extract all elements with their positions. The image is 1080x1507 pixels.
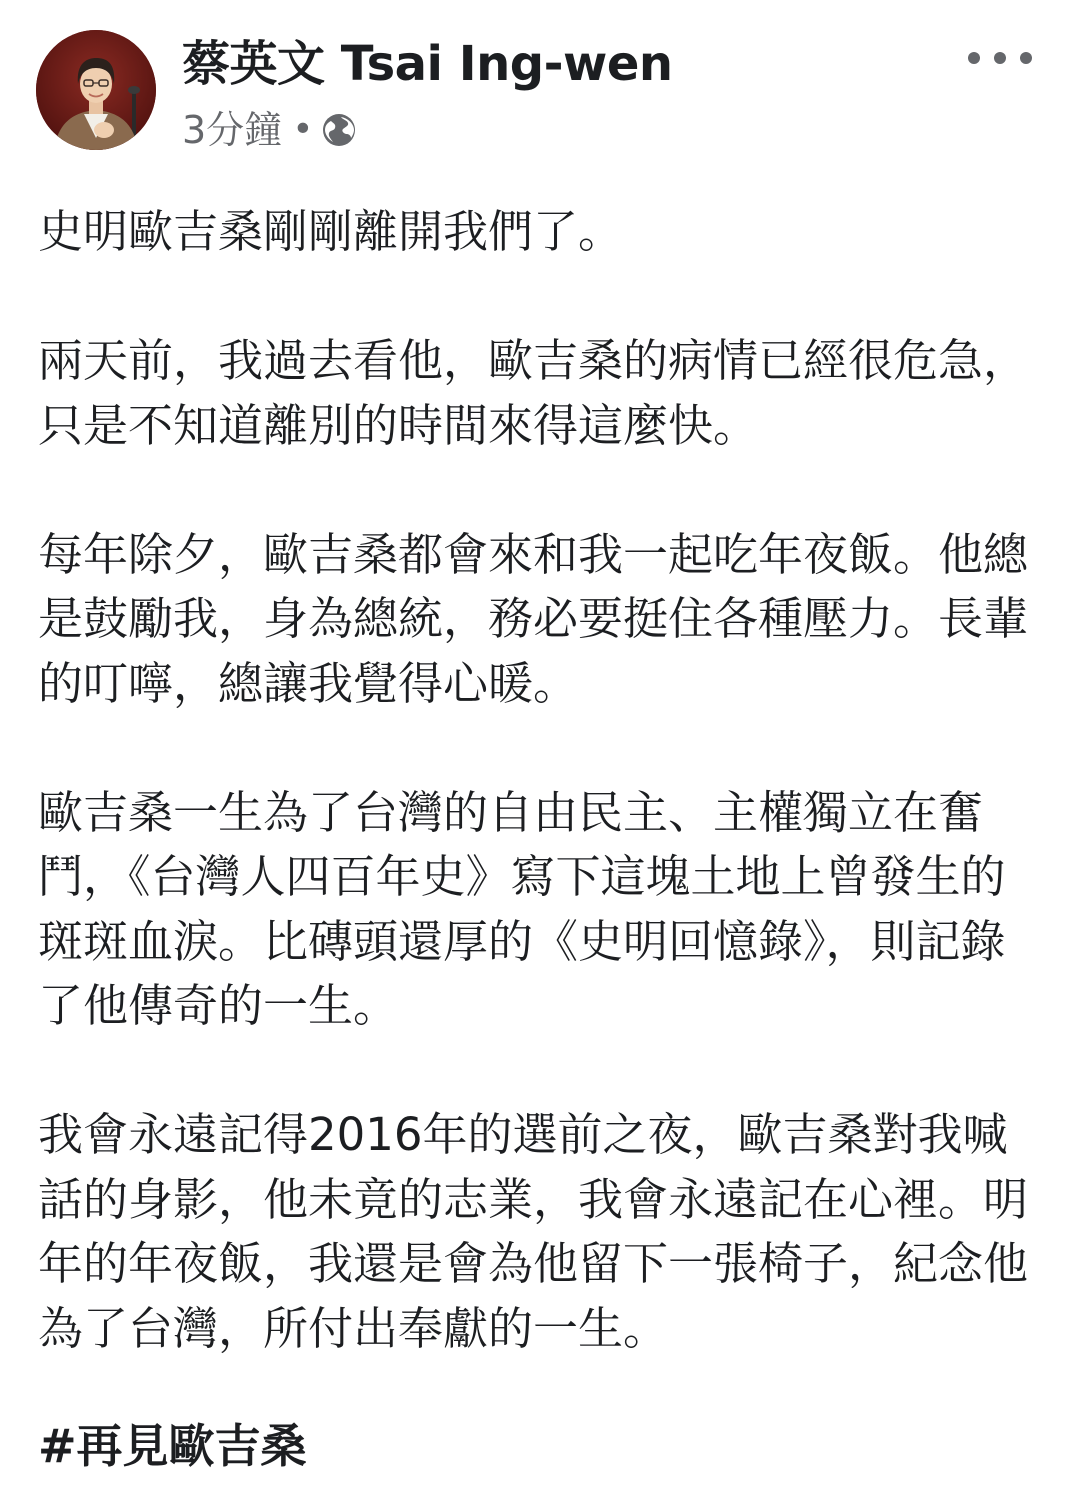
post-paragraph: 史明歐吉桑剛剛離開我們了。 [38, 205, 624, 258]
globe-icon[interactable] [321, 112, 357, 148]
post-meta [182, 106, 357, 154]
post-paragraph: 我會永遠記得2016年的選前之夜，歐吉桑對我喊話的身影，他未竟的志業，我會永遠記在心裡。明年的年夜飯，我還是會為他留下一張椅子，紀念他為了台灣，所付出奉獻的一生。 [38, 1108, 1029, 1355]
author-avatar[interactable] [36, 30, 156, 150]
more-horizontal-icon [1020, 52, 1032, 64]
post-paragraph: 兩天前，我過去看他，歐吉桑的病情已經很危急，只是不知道離別的時間來得這麼快。 [38, 334, 1029, 452]
more-horizontal-icon [968, 52, 980, 64]
author-name[interactable]: 蔡英文 Tsai Ing-wen [182, 36, 673, 92]
hashtag-link[interactable]: #再見歐吉桑 [38, 1419, 307, 1473]
more-horizontal-icon [994, 52, 1006, 64]
post-paragraph: 每年除夕，歐吉桑都會來和我一起吃年夜飯。他總是鼓勵我，身為總統，務必要挺住各種壓力。長輩的叮嚀，總讓我覺得心暖。 [38, 527, 1029, 710]
avatar-image [36, 30, 156, 150]
post-header [36, 30, 1046, 152]
post-paragraph: 歐吉桑一生為了台灣的自由民主、主權獨立在奮鬥，《台灣人四百年史》寫下這塊土地上曾發生的斑斑血淚。比磚頭還厚的《史明回憶錄》，則記錄了他傳奇的一生。 [38, 785, 1006, 1032]
post-timestamp[interactable]: 3分鐘 [182, 108, 283, 152]
meta-separator: • [292, 109, 314, 150]
more-options-button[interactable] [968, 42, 1032, 74]
post-body [38, 200, 1048, 1426]
